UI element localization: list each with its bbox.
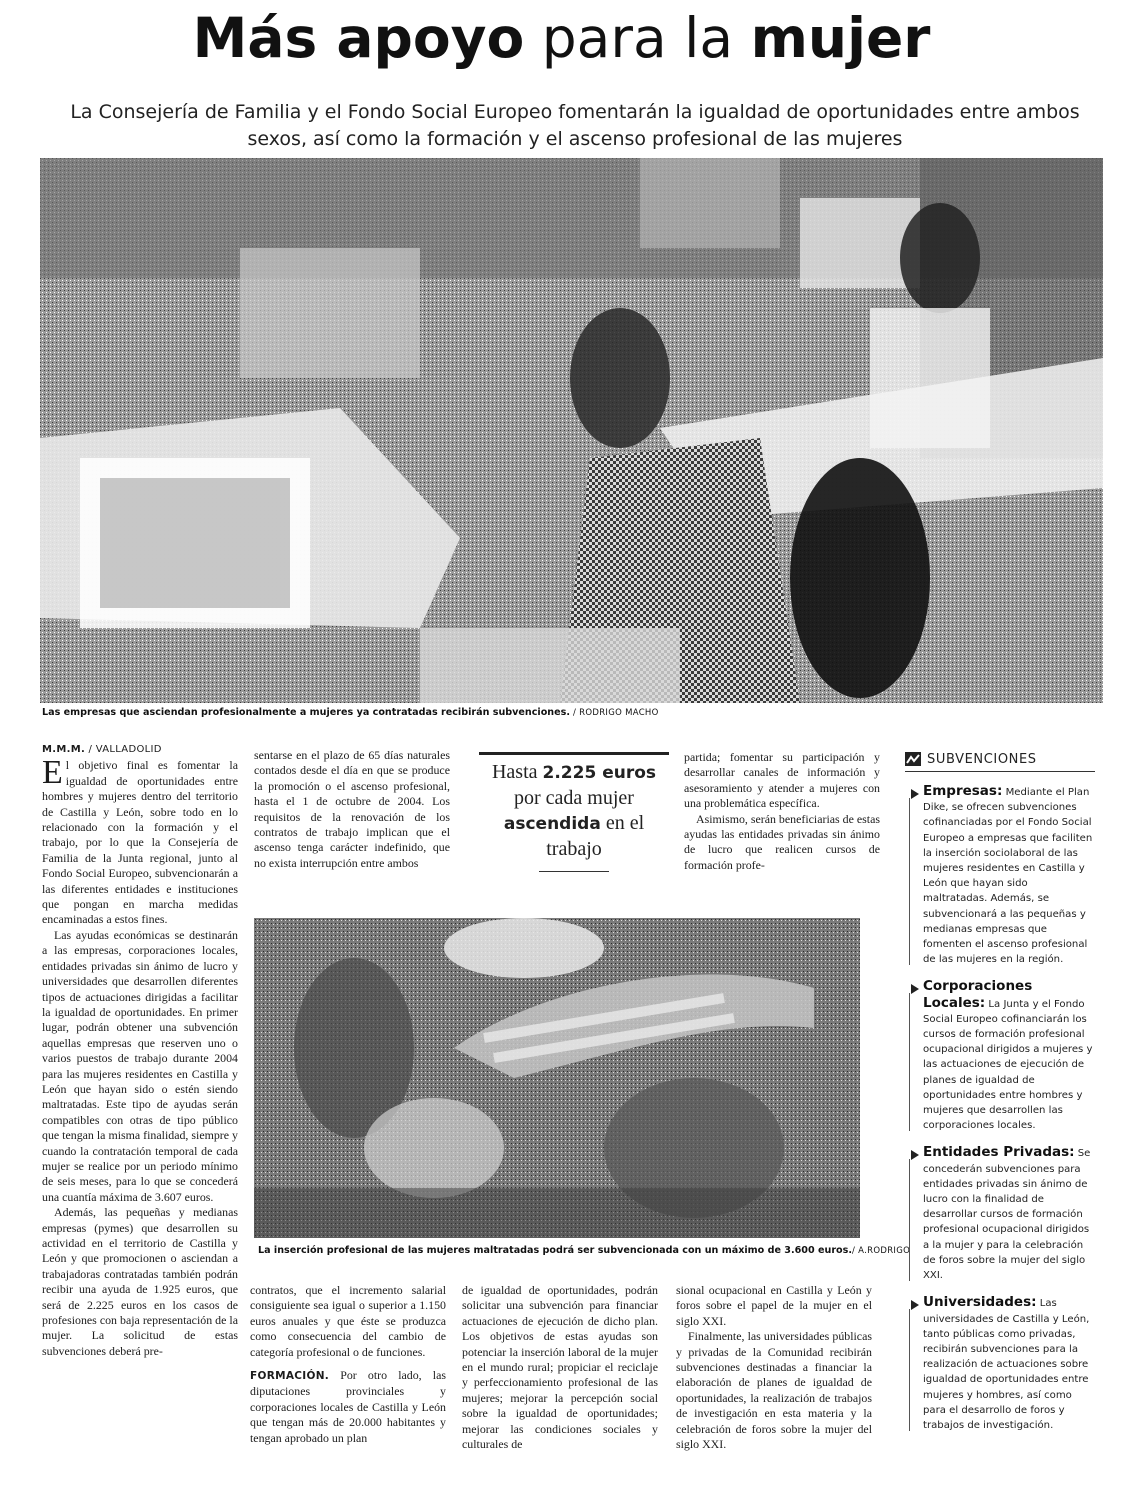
- photo-credit-main: / RODRIGO MACHO: [570, 708, 659, 718]
- article-column-4-top-p2: Asimismo, serán beneficiarias de estas ayudas las entidades privadas sin ánimo de lucro que realicen cursos de formación profe-: [684, 811, 880, 872]
- article-column-2-top-text: sentarse en el plazo de 65 días naturales contados desde el día en que se produce la promoción o el ascenso profesional, hasta el 1 de octubre de 2004. Los requisitos de la renovación de los contratos de trabajo implican que el ascenso tenga carácter indefinido, que no exista interrupción entre ambos: [254, 748, 450, 870]
- byline-location: / VALLADOLID: [85, 744, 162, 755]
- arrow-right-icon: [911, 984, 919, 994]
- article-column-1: [42, 742, 238, 1359]
- pull-quote-rule-bottom: [539, 871, 609, 872]
- article-paragraph-2: Las ayudas económicas se destinarán a las empresas, corporaciones locales, entidades privadas sin ánimo de lucro y universidades que desarrollen diferentes tipos de actuaciones dirigidas a facilitar la igualdad de oportunidades. En primer lugar, podrán obtener una subvención aquellas empresas que reserven uno o varios puestos de trabajo durante 2004 para las mujeres residentes en Castilla y León que hayan sido o estén siendo maltratadas. Este tipo de ayudas serán compatibles con otras de tipo público que tengan la misma finalidad, siempre y cuando la contratación temporal de cada mujer se realice por un periodo mínimo de seis meses, para lo que se concederá una cuantía máxima de 3.607 euros.: [42, 927, 238, 1204]
- sidebar-item-corporaciones: [905, 979, 1095, 1133]
- article-column-4-bottom-p1: sional ocupacional en Castilla y León y foros sobre el papel de la mujer en el siglo XXI.: [676, 1283, 872, 1328]
- office-photo-image: [40, 158, 1103, 703]
- photo-credit-hands: / A.RODRIGO: [852, 1246, 911, 1256]
- article-column-4-bottom: [676, 1283, 872, 1452]
- article-column-3-bottom: [462, 1283, 658, 1452]
- sidebar-item-entidades: [905, 1145, 1095, 1283]
- sidebar-item-rule: [909, 798, 910, 965]
- arrow-right-icon: [911, 789, 919, 799]
- sidebar-item-body: Se concederán subvenciones para entidades privadas sin ánimo de lucro con la finalidad de desarrollar cursos de formación profesional ocupacional dirigidos a la mujer y para la celebración de foros sobre la mujer del siglo XXI.: [923, 1148, 1091, 1282]
- photo-caption-main-text: Las empresas que asciendan profesionalmente a mujeres ya contratadas recibirán subvenciones.: [42, 707, 570, 718]
- sidebar-item-body: La Junta y el Fondo Social Europeo cofinanciarán los cursos de formación profesional ocupacional dirigidos a mujeres y las actuaciones de ejecución de planes de igualdad de oportunidades entre hombres y mujeres que desarrollen las corporaciones locales.: [923, 998, 1093, 1132]
- drop-cap: E: [42, 754, 63, 792]
- zigzag-icon: [905, 752, 921, 766]
- pull-quote: [479, 752, 669, 872]
- sidebar-item-text: [923, 784, 1095, 967]
- sidebar-title: SUBVENCIONES: [927, 752, 1037, 767]
- article-paragraph-3: Además, las pequeñas y medianas empresas (pymes) que desarrollen su actividad en el territorio de Castilla y León y que promocionen o asciendan a trabajadoras contratadas también podrán recibir una ayuda de 1.925 euros, que será de 2.225 euros en los casos de profesiones con baja representación de la mujer. La solicitud de estas subvenciones deberá pre-: [42, 1205, 238, 1358]
- sidebar-item-rule: [909, 993, 910, 1131]
- article-column-4-bottom-p2: Finalmente, las universidades públicas y privadas de la Comunidad recibirán subvenciones destinadas a financiar la elaboración de planes de igualdad de oportunidades, la realización de trabajos de investigación en esta materia y la celebración de foros sobre la mujer del siglo XXI.: [676, 1329, 872, 1452]
- article-column-2-bottom-p2-text: Por otro lado, las diputaciones provinciales y corporaciones locales de Castilla y León que tengan más de 20.000 habitantes y tengan aprobado un plan: [250, 1368, 446, 1445]
- sidebar-item-universidades: [905, 1295, 1095, 1433]
- article-column-2-bottom-p1: contratos, que el incremento salarial consiguiente sea igual o superior a 1.150 euros anuales y que éste se produzca como consecuencia del cambio de categoría profesional o de funciones.: [250, 1283, 446, 1359]
- sidebar-item-body: Mediante el Plan Dike, se ofrecen subvenciones cofinanciadas por el Fondo Social Europeo a empresas que faciliten la inserción sociolaboral de las mujeres residentes en Castilla y León que hayan sido maltratadas. Además, se subvencionará a las pequeñas y medianas empresas que fomenten el ascenso profesional de las mujeres en la región.: [923, 787, 1093, 966]
- photo-caption-main: [42, 707, 659, 718]
- sidebar-item-keyword: Corporaciones Locales:: [923, 978, 1033, 1011]
- subheadline: La Consejería de Familia y el Fondo Social Europeo fomentarán la igualdad de oportunidades entre ambos sexos, así como la formación y el ascenso profesional de las mujeres: [70, 101, 1080, 150]
- pull-quote-amount: 2.225 euros: [542, 763, 657, 783]
- sidebar-item-text: [923, 1295, 1095, 1433]
- arrow-right-icon: [911, 1150, 919, 1160]
- article-paragraph-1: [42, 754, 238, 927]
- sidebar-item-text: [923, 979, 1095, 1133]
- pull-quote-line-3: [479, 811, 669, 837]
- article-column-2-bottom-p2: [250, 1368, 446, 1446]
- sidebar-item-rule: [909, 1159, 910, 1281]
- sidebar-item-body: Las universidades de Castilla y León, tanto públicas como privadas, recibirán subvenciones para la realización de actuaciones sobre igualdad de oportunidades entre mujeres y hombres, así como para el desarrollo de foros y trabajos de investigación.: [923, 1298, 1090, 1431]
- sidebar-item-rule: [909, 1309, 910, 1431]
- sidebar-item-keyword: Empresas:: [923, 783, 1003, 799]
- headline-part-light: para la: [524, 6, 751, 70]
- sidebar-item-keyword: Universidades:: [923, 1294, 1037, 1311]
- pull-quote-bold-word: ascendida: [503, 814, 601, 834]
- sidebar-item-keyword: Entidades Privadas:: [923, 1144, 1075, 1161]
- pull-quote-line-4: trabajo: [546, 838, 602, 860]
- sidebar-item-empresas: [905, 784, 1095, 967]
- headline-part-bold-2: mujer: [750, 6, 931, 70]
- photo-caption-hands: [258, 1245, 910, 1256]
- article-column-2-bottom: [250, 1283, 446, 1446]
- byline: [42, 742, 238, 757]
- article-column-2-top: [254, 748, 450, 871]
- article-column-3-bottom-text: de igualdad de oportunidades, podrán solicitar una subvención para financiar actuaciones de ejecución de dicho plan. Los objetivos de estas ayudas son potenciar la inserción laboral de la mujer en el mundo rural; propiciar el reciclaje y perfeccionamiento profesional de las mujeres; mejorar la percepción social sobre la igualdad de oportunidades; mejorar las condiciones sociales y culturales de: [462, 1283, 658, 1452]
- sidebar-subvenciones: [905, 750, 1095, 1433]
- hands-photo: [254, 918, 860, 1238]
- pull-quote-text-a: Hasta: [491, 761, 543, 783]
- photo-caption-hands-text: La inserción profesional de las mujeres maltratadas podrá ser subvencionada con un máximo de 3.600 euros.: [258, 1245, 853, 1256]
- pull-quote-rule-top: [479, 752, 669, 755]
- pull-quote-text-b: en el: [600, 812, 645, 834]
- hands-photo-image: [254, 918, 860, 1238]
- pull-quote-line-1: [479, 760, 669, 786]
- pull-quote-line-2: por cada mujer: [514, 787, 634, 809]
- sidebar-header: [905, 750, 1095, 772]
- article-column-4-top: [684, 750, 880, 873]
- sidebar-item-text: [923, 1145, 1095, 1283]
- headline: [0, 6, 1123, 70]
- article-paragraph-1-text: l objetivo final es fomentar la igualdad de oportunidades entre hombres y mujeres dentro del territorio de Castilla y León, sobre todo en lo relacionado con la formación y el trabajo, por lo que la Consejería de Familia de la Junta regional, junto al Fondo Social Europeo, subvencionarán a las diferentes entidades e instituciones que pongan en marcha medidas encaminadas a estos fines.: [42, 758, 238, 927]
- byline-author: M.M.M.: [42, 744, 86, 755]
- office-photo: [40, 158, 1103, 703]
- arrow-right-icon: [911, 1300, 919, 1310]
- subhead-formacion: FORMACIÓN.: [250, 1370, 330, 1383]
- headline-part-bold-1: Más apoyo: [192, 6, 525, 70]
- article-column-4-top-p1: partida; fomentar su participación y desarrollar canales de información y asesoramiento y atender a mujeres con una problemática específica.: [684, 750, 880, 811]
